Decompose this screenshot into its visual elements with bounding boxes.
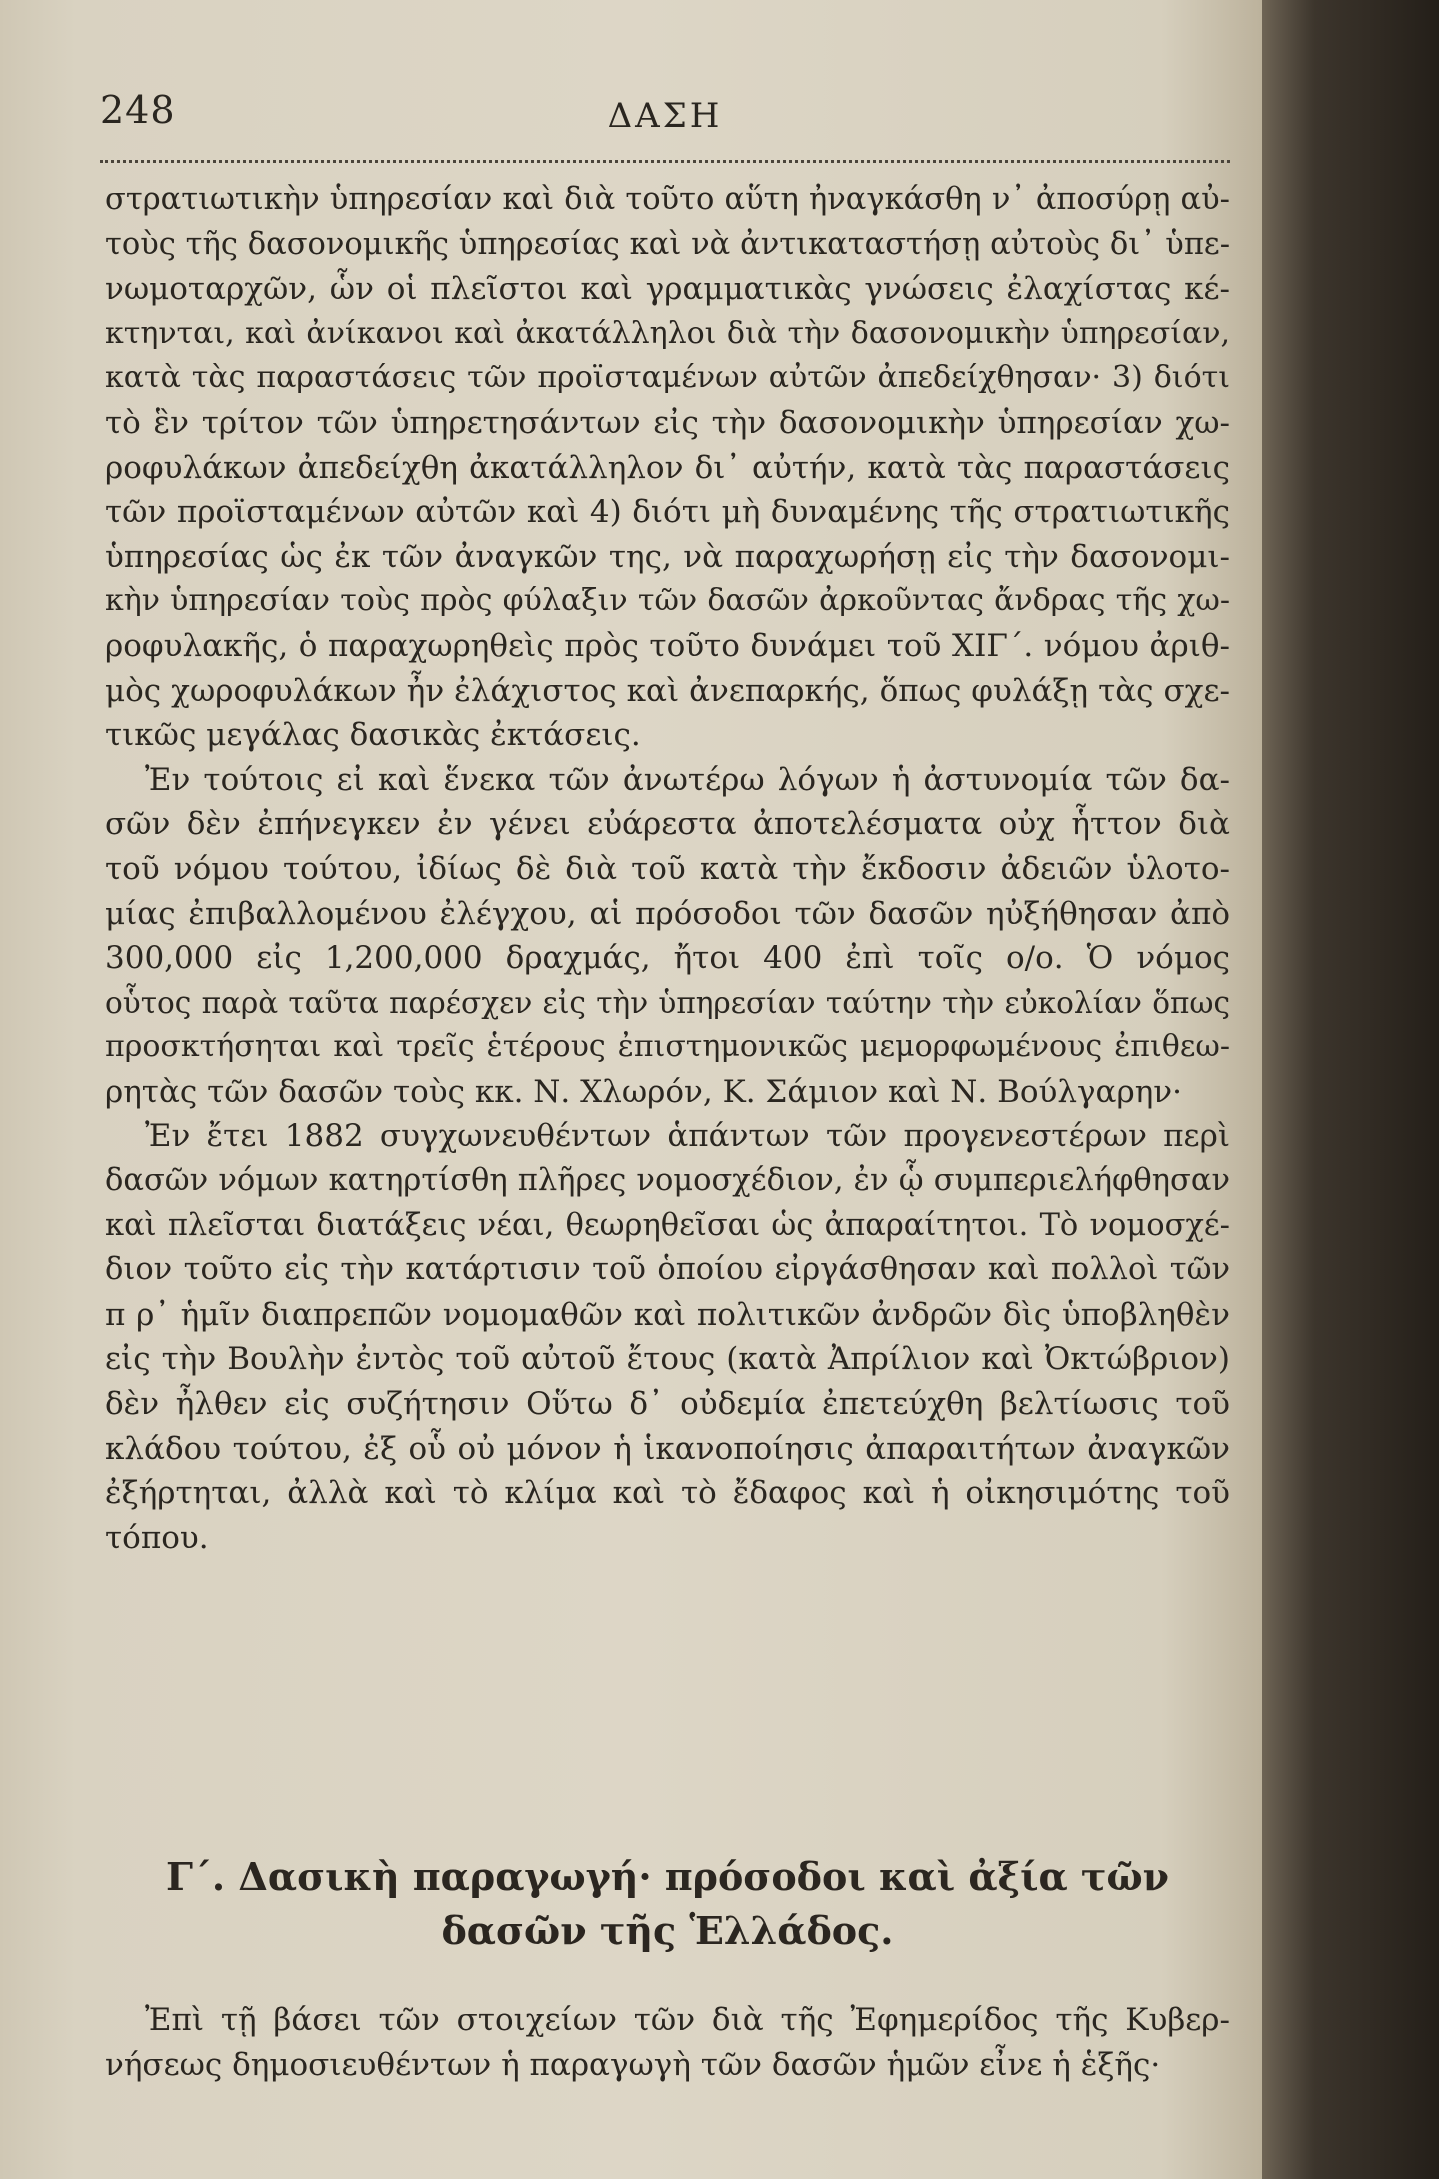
page-header [100,88,1230,148]
text-line: τῶν προϊσταμένων αὐτῶν καὶ 4) διότι μὴ δυναμένης τῆς στρατιωτικῆς [105,494,1230,531]
running-head: ΔΑΣΗ [607,96,723,136]
text-line: στρατιωτικὴν ὑπηρεσίαν καὶ διὰ τοῦτο αὕτη ἠναγκάσθη ν᾽ ἀποσύρῃ αὐ- [105,182,1230,217]
text-line: δὲν ἦλθεν εἰς συζήτησιν Οὕτω δ᾽ οὐδεμία ἐπετεύχθη βελτίωσις τοῦ [105,1386,1230,1423]
text-line: Ἐν τούτοις εἰ καὶ ἕνεκα τῶν ἀνωτέρω λόγων ἡ ἀστυνομία τῶν δα- [145,761,1230,798]
paragraph-3 [105,1114,1230,1560]
section-body [105,1998,1230,2087]
text-line: καὶ πλεῖσται διατάξεις νέαι, θεωρηθεῖσαι ὡς ἀπαραίτητοι. Τὸ νομοσχέ- [105,1207,1230,1243]
text-line: προσκτήσηται καὶ τρεῖς ἑτέρους ἐπιστημονικῶς μεμορφωμένους ἐπιθεω- [105,1029,1230,1065]
text-line: τοὺς τῆς δασονομικῆς ὑπηρεσίας καὶ νὰ ἀντικαταστήσῃ αὐτοὺς δι᾽ ὑπε- [105,226,1230,262]
text-line: τικῶς μεγάλας δασικὰς ἐκτάσεις. [105,717,641,754]
text-line: κατὰ τὰς παραστάσεις τῶν προϊσταμένων αὐτῶν ἀπεδείχθησαν· 3) διότι [105,360,1230,396]
section-heading-line: δασῶν τῆς Ἑλλάδος. [441,1908,894,1953]
text-line: π ρ᾽ ἡμῖν διαπρεπῶν νομομαθῶν καὶ πολιτικῶν ἀνδρῶν δὶς ὑποβληθὲν [105,1296,1230,1333]
text-line: μὸς χωροφυλάκων ἦν ἐλάχιστος καὶ ἀνεπαρκής, ὅπως φυλάξῃ τὰς σχε- [105,672,1230,709]
text-line: τὸ ἓν τρίτον τῶν ὑπηρετησάντων εἰς τὴν δασονομικὴν ὑπηρεσίαν χω- [105,404,1230,441]
text-line: οὗτος παρὰ ταῦτα παρέσχεν εἰς τὴν ὑπηρεσίαν ταύτην τὴν εὐκολίαν ὅπως [105,985,1230,1020]
text-line: μίας ἐπιβαλλομένου ἐλέγχου, αἱ πρόσοδοι τῶν δασῶν ηὐξήθησαν ἀπὸ [105,895,1230,932]
text-line: κλάδου τούτου, ἐξ οὗ οὐ μόνον ἡ ἱκανοποίησις ἀπαραιτήτων ἀναγκῶν [105,1430,1230,1467]
text-line: τόπου. [105,1519,209,1556]
text-line: ἐξήρτηται, ἀλλὰ καὶ τὸ κλίμα καὶ τὸ ἔδαφος καὶ ἡ οἰκησιμότης τοῦ [105,1475,1230,1512]
text-line: Ἐπὶ τῇ βάσει τῶν στοιχείων τῶν διὰ τῆς Ἐφημερίδος τῆς Κυβερ- [145,2002,1230,2038]
text-line: κὴν ὑπηρεσίαν τοὺς πρὸς φύλαξιν τῶν δασῶν ἀρκοῦντας ἄνδρας τῆς χω- [105,583,1230,619]
text-line: κτηνται, καὶ ἀνίκανοι καὶ ἀκατάλληλοι διὰ τὴν δασονομικὴν ὑπηρεσίαν, [105,315,1230,351]
text-line: νήσεως δημοσιευθέντων ἡ παραγωγὴ τῶν δασῶν ἡμῶν εἶνε ἡ ἑξῆς· [105,2046,1161,2083]
text-line: 300,000 εἰς 1,200,000 δραχμάς, ἤτοι 400 ἐπὶ τοῖς ο/ο. Ὁ νόμος [105,940,1230,977]
page-number: 248 [100,88,176,132]
text-line: διον τοῦτο εἰς τὴν κατάρτισιν τοῦ ὁποίου εἰργάσθησαν καὶ πολλοὶ τῶν [105,1252,1230,1288]
text-line: τοῦ νόμου τούτου, ἰδίως δὲ διὰ τοῦ κατὰ τὴν ἔκδοσιν ἀδειῶν ὑλοτο- [105,850,1230,887]
text-line: σῶν δὲν ἐπήνεγκεν ἐν γένει εὐάρεστα ἀποτελέσματα οὐχ ἧττον διὰ [105,806,1230,843]
text-line: Ἐν ἔτει 1882 συγχωνευθέντων ἁπάντων τῶν προγενεστέρων περὶ [145,1118,1230,1155]
page-shadow-edge [1262,0,1439,2179]
text-line: νωμοταρχῶν, ὧν οἱ πλεῖστοι καὶ γραμματικὰς γνώσεις ἐλαχίστας κέ- [105,271,1230,308]
text-line: δασῶν νόμων κατηρτίσθη πλῆρες νομοσχέδιον, ἐν ᾧ συμπεριελήφθησαν [105,1163,1230,1199]
text-line: ρητὰς τῶν δασῶν τοὺς κκ. Ν. Χλωρόν, Κ. Σάμιον καὶ Ν. Βούλγαρην· [105,1073,1182,1110]
paragraph-2 [105,758,1230,1115]
section-heading-line: Γ΄. Δασικὴ παραγωγή· πρόσοδοι καὶ ἀξία τῶν [165,1854,1170,1899]
header-rule [100,160,1230,163]
body-text [105,178,1230,1560]
text-line: ροφυλάκων ἀπεδείχθη ἀκατάλληλον δι᾽ αὐτήν, κατὰ τὰς παραστάσεις [105,449,1230,486]
text-line: εἰς τὴν Βουλὴν ἐντὸς τοῦ αὐτοῦ ἔτους (κατὰ Ἀπρίλιον καὶ Ὀκτώβριον) [105,1341,1230,1378]
text-line: ροφυλακῆς, ὁ παραχωρηθεὶς πρὸς τοῦτο δυνάμει τοῦ ΧΙΓ΄. νόμου ἀριθ- [105,627,1230,664]
text-line: ὑπηρεσίας ὡς ἐκ τῶν ἀναγκῶν της, νὰ παραχωρήσῃ εἰς τὴν δασονομι- [105,538,1230,575]
section-heading [105,1850,1230,1958]
paragraph-1 [105,178,1230,758]
